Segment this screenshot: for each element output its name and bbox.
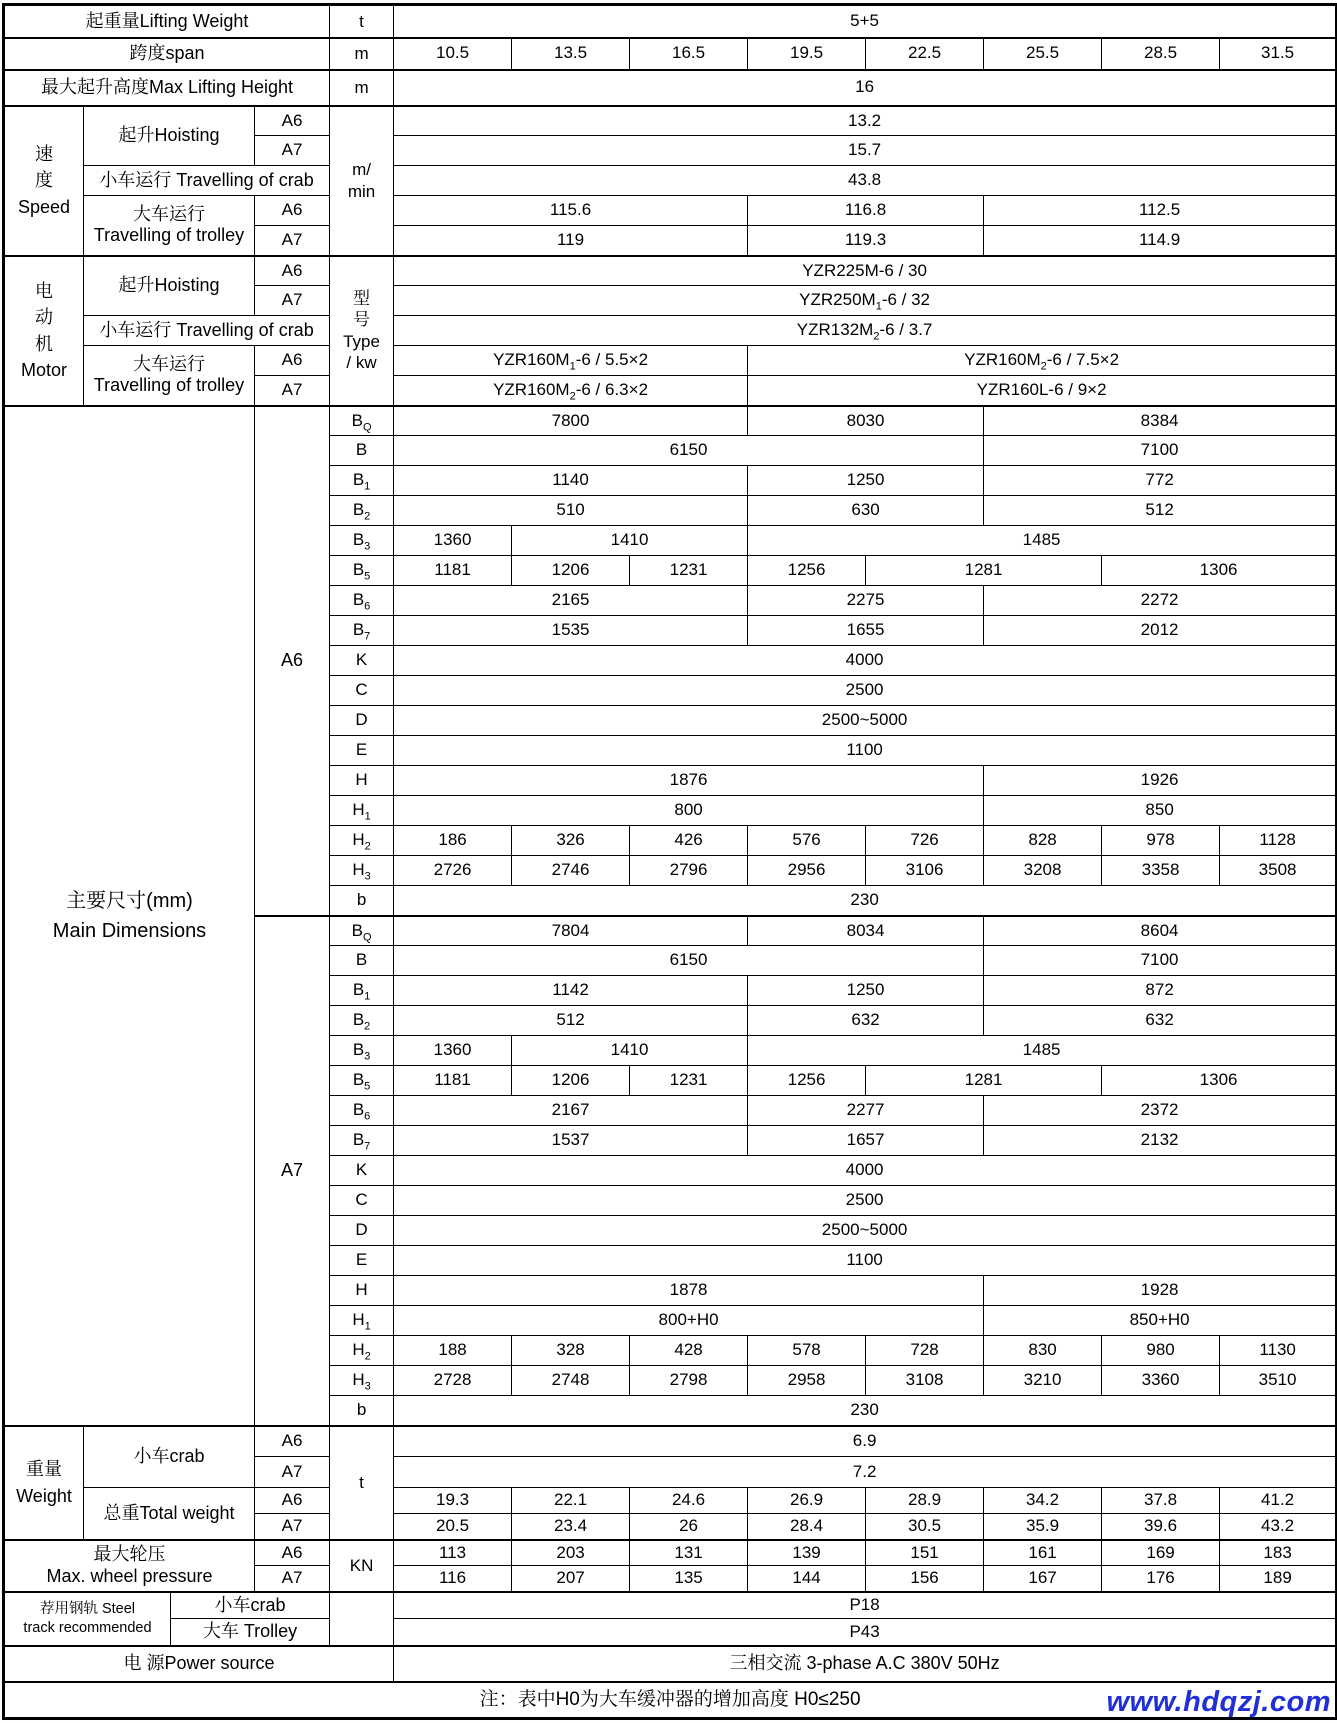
dim-B3: $B_3$ [330, 1036, 394, 1066]
value-dim: 2796 [630, 856, 748, 886]
label-a6: A6 [255, 1540, 330, 1566]
value-dim: 2500 [394, 1186, 1337, 1216]
value-dim: 800+H0 [394, 1306, 984, 1336]
value-dim: 1206 [512, 1066, 630, 1096]
table-row [4, 1488, 1337, 1514]
unit-wheel-pressure: KN [330, 1540, 394, 1592]
dim-B7: $B_7$ [330, 1126, 394, 1156]
value-total-weight: 28.9 [866, 1488, 984, 1514]
value-dim: 3360 [1102, 1366, 1220, 1396]
value-wheel-pressure: 135 [630, 1566, 748, 1592]
label-motor-trolley: 大车运行 Travelling of trolley [84, 346, 255, 406]
label-steel-track: 荐用钢轨 Steel track recommended [4, 1592, 171, 1646]
value-motor-hoisting-a6: YZR225M-6 / 30 [394, 256, 1337, 286]
value-dim: 1130 [1220, 1336, 1337, 1366]
label-max-lifting-height: 最大起升高度Max Lifting Height [4, 70, 330, 106]
value-wheel-pressure: 139 [748, 1540, 866, 1566]
value-dim: 726 [866, 826, 984, 856]
value-dim: 7800 [394, 406, 748, 436]
value-dim: 1878 [394, 1276, 984, 1306]
value-wheel-pressure: 116 [394, 1566, 512, 1592]
dim-B7: $B_7$ [330, 616, 394, 646]
label-a7: A7 [255, 136, 330, 166]
value-dim: 3210 [984, 1366, 1102, 1396]
value-dim: 1360 [394, 1036, 512, 1066]
value-dim: 1281 [866, 556, 1102, 586]
table-row [4, 1592, 1337, 1619]
label-total-weight: 总重Total weight [84, 1488, 255, 1540]
value-wheel-pressure: 161 [984, 1540, 1102, 1566]
value-wheel-pressure: 169 [1102, 1540, 1220, 1566]
value-dim: 850 [984, 796, 1337, 826]
value-total-weight: 26.9 [748, 1488, 866, 1514]
value-dim: 2500~5000 [394, 706, 1337, 736]
dim-B: B [330, 436, 394, 466]
label-track-crab: 小车crab [171, 1592, 330, 1619]
label-crab-weight: 小车crab [84, 1426, 255, 1488]
value-dim: 1537 [394, 1126, 748, 1156]
value-wheel-pressure: 207 [512, 1566, 630, 1592]
spec-table-body [4, 5, 1337, 1719]
value-dim: 1140 [394, 466, 748, 496]
value-dim: 2012 [984, 616, 1337, 646]
unit-speed: m/ min [330, 106, 394, 256]
value-dim: 426 [630, 826, 748, 856]
dim-b: b [330, 1396, 394, 1426]
table-row [4, 256, 1337, 286]
value-dim: 510 [394, 496, 748, 526]
value-dim: 2748 [512, 1366, 630, 1396]
value-dim: 1231 [630, 1066, 748, 1096]
dim-K: K [330, 1156, 394, 1186]
value-dim: 1926 [984, 766, 1337, 796]
value-dim: 512 [984, 496, 1337, 526]
value-total-weight: 37.8 [1102, 1488, 1220, 1514]
table-row [4, 346, 1337, 376]
value-dim: 230 [394, 886, 1337, 916]
value-dim: 2275 [748, 586, 984, 616]
value-dim: 3106 [866, 856, 984, 886]
value-span: 25.5 [984, 38, 1102, 70]
value-dim: 1231 [630, 556, 748, 586]
table-row [4, 196, 1337, 226]
dim-B6: $B_6$ [330, 1096, 394, 1126]
label-main-dimensions: 主要尺寸(mm) Main Dimensions [4, 406, 255, 1426]
value-total-weight: 22.1 [512, 1488, 630, 1514]
value-dim: 1206 [512, 556, 630, 586]
value-total-weight: 41.2 [1220, 1488, 1337, 1514]
table-row [4, 1646, 1337, 1682]
dim-B2: $B_2$ [330, 496, 394, 526]
value-total-weight: 26 [630, 1514, 748, 1540]
value-motor-crab: $YZR132M_2-6 / 3.7$ [394, 316, 1337, 346]
value-dim: 188 [394, 1336, 512, 1366]
dim-C: C [330, 1186, 394, 1216]
label-a7: A7 [255, 286, 330, 316]
value-total-weight: 24.6 [630, 1488, 748, 1514]
value-total-weight: 19.3 [394, 1488, 512, 1514]
value-dim: 1485 [748, 1036, 1337, 1066]
label-a7-block: A7 [255, 916, 330, 1426]
value-trolley-speed: 112.5 [984, 196, 1337, 226]
value-wheel-pressure: 156 [866, 1566, 984, 1592]
label-a7: A7 [255, 1514, 330, 1540]
table-row [4, 70, 1337, 106]
value-trolley-speed: 115.6 [394, 196, 748, 226]
value-dim: 1410 [512, 1036, 748, 1066]
value-motor-hoisting-a7: $YZR250M_1-6 / 32$ [394, 286, 1337, 316]
label-a7: A7 [255, 226, 330, 256]
value-wheel-pressure: 183 [1220, 1540, 1337, 1566]
unit-track [330, 1592, 394, 1646]
dim-D: D [330, 706, 394, 736]
value-dim: 872 [984, 976, 1337, 1006]
dim-B5: $B_5$ [330, 1066, 394, 1096]
value-dim: 2958 [748, 1366, 866, 1396]
value-dim: 8604 [984, 916, 1337, 946]
value-dim: 1876 [394, 766, 984, 796]
table-row [4, 106, 1337, 136]
value-dim: 3108 [866, 1366, 984, 1396]
value-dim: 6150 [394, 436, 984, 466]
value-total-weight: 28.4 [748, 1514, 866, 1540]
table-row [4, 38, 1337, 70]
value-dim: 1181 [394, 556, 512, 586]
label-speed-hoisting: 起升Hoisting [84, 106, 255, 166]
label-weight-section: 重量 Weight [4, 1426, 84, 1540]
dim-H1: $H_1$ [330, 796, 394, 826]
value-dim: 326 [512, 826, 630, 856]
value-dim: 632 [984, 1006, 1337, 1036]
unit-lifting-weight: t [330, 5, 394, 38]
value-power-source: 三相交流 3-phase A.C 380V 50Hz [394, 1646, 1337, 1682]
unit-span: m [330, 38, 394, 70]
value-total-weight: 30.5 [866, 1514, 984, 1540]
unit-motor-type: 型 号 Type / kw [330, 256, 394, 406]
value-dim: 2726 [394, 856, 512, 886]
label-a7: A7 [255, 1457, 330, 1488]
value-dim: 328 [512, 1336, 630, 1366]
dim-H: H [330, 1276, 394, 1306]
value-dim: 1306 [1102, 1066, 1337, 1096]
value-dim: 1655 [748, 616, 984, 646]
value-wheel-pressure: 203 [512, 1540, 630, 1566]
table-row [4, 166, 1337, 196]
value-dim: 1657 [748, 1126, 984, 1156]
value-hoisting-speed-a7: 15.7 [394, 136, 1337, 166]
value-dim: 512 [394, 1006, 748, 1036]
value-dim: 2372 [984, 1096, 1337, 1126]
dim-H2: $H_2$ [330, 1336, 394, 1366]
unit-max-lifting-height: m [330, 70, 394, 106]
label-track-trolley: 大车 Trolley [171, 1619, 330, 1646]
dim-B6: $B_6$ [330, 586, 394, 616]
label-max-wheel-pressure: 最大轮压 Max. wheel pressure [4, 1540, 255, 1592]
value-span: 31.5 [1220, 38, 1337, 70]
value-crab-speed: 43.8 [394, 166, 1337, 196]
label-a6: A6 [255, 256, 330, 286]
value-dim: 1100 [394, 736, 1337, 766]
value-dim: 2746 [512, 856, 630, 886]
label-a6-block: A6 [255, 406, 330, 916]
value-total-weight: 43.2 [1220, 1514, 1337, 1540]
table-row [4, 316, 1337, 346]
value-dim: 1250 [748, 976, 984, 1006]
dim-H3: $H_3$ [330, 1366, 394, 1396]
unit-weight: t [330, 1426, 394, 1540]
dim-H1: $H_1$ [330, 1306, 394, 1336]
table-row [4, 1540, 1337, 1566]
value-total-weight: 39.6 [1102, 1514, 1220, 1540]
label-motor-hoisting: 起升Hoisting [84, 256, 255, 316]
value-dim: 830 [984, 1336, 1102, 1366]
label-a7: A7 [255, 1566, 330, 1592]
dim-B1: $B_1$ [330, 466, 394, 496]
value-lifting-weight: 5+5 [394, 5, 1337, 38]
value-dim: 578 [748, 1336, 866, 1366]
value-dim: 576 [748, 826, 866, 856]
value-wheel-pressure: 176 [1102, 1566, 1220, 1592]
value-dim: 1360 [394, 526, 512, 556]
label-span: 跨度span [4, 38, 330, 70]
value-total-weight: 35.9 [984, 1514, 1102, 1540]
dim-E: E [330, 1246, 394, 1276]
label-a6: A6 [255, 196, 330, 226]
value-dim: 2500~5000 [394, 1216, 1337, 1246]
dim-B1: $B_1$ [330, 976, 394, 1006]
value-total-weight: 23.4 [512, 1514, 630, 1540]
value-dim: 2956 [748, 856, 866, 886]
value-dim: 630 [748, 496, 984, 526]
table-row [4, 406, 1337, 436]
label-power-source: 电 源Power source [4, 1646, 394, 1682]
value-dim: 850+H0 [984, 1306, 1337, 1336]
dim-D: D [330, 1216, 394, 1246]
value-dim: 728 [866, 1336, 984, 1366]
label-a6: A6 [255, 106, 330, 136]
label-lifting-weight: 起重量Lifting Weight [4, 5, 330, 38]
label-a6: A6 [255, 1488, 330, 1514]
value-total-weight: 20.5 [394, 1514, 512, 1540]
label-motor-section: 电 动 机 Motor [4, 256, 84, 406]
label-motor-crab: 小车运行 Travelling of crab [84, 316, 330, 346]
value-crab-weight-a6: 6.9 [394, 1426, 1337, 1457]
value-dim: 428 [630, 1336, 748, 1366]
value-wheel-pressure: 144 [748, 1566, 866, 1592]
value-dim: 1928 [984, 1276, 1337, 1306]
value-dim: 4000 [394, 646, 1337, 676]
value-wheel-pressure: 113 [394, 1540, 512, 1566]
value-span: 13.5 [512, 38, 630, 70]
value-dim: 1306 [1102, 556, 1337, 586]
value-dim: 1410 [512, 526, 748, 556]
value-dim: 2272 [984, 586, 1337, 616]
value-wheel-pressure: 189 [1220, 1566, 1337, 1592]
dim-BQ: $B_Q$ [330, 406, 394, 436]
value-dim: 1142 [394, 976, 748, 1006]
value-wheel-pressure: 167 [984, 1566, 1102, 1592]
value-dim: 3510 [1220, 1366, 1337, 1396]
dim-H3: $H_3$ [330, 856, 394, 886]
value-dim: 2132 [984, 1126, 1337, 1156]
value-total-weight: 34.2 [984, 1488, 1102, 1514]
value-dim: 1256 [748, 1066, 866, 1096]
value-dim: 6150 [394, 946, 984, 976]
value-dim: 1250 [748, 466, 984, 496]
value-dim: 3358 [1102, 856, 1220, 886]
value-dim: 1281 [866, 1066, 1102, 1096]
value-dim: 7804 [394, 916, 748, 946]
value-dim: 2277 [748, 1096, 984, 1126]
value-dim: 7100 [984, 946, 1337, 976]
table-row [4, 1619, 1337, 1646]
value-dim: 1256 [748, 556, 866, 586]
value-trolley-speed: 119 [394, 226, 748, 256]
value-dim: 4000 [394, 1156, 1337, 1186]
dim-b: b [330, 886, 394, 916]
value-dim: 3508 [1220, 856, 1337, 886]
value-span: 10.5 [394, 38, 512, 70]
value-dim: 1128 [1220, 826, 1337, 856]
value-dim: 800 [394, 796, 984, 826]
value-trolley-speed: 114.9 [984, 226, 1337, 256]
label-a6: A6 [255, 1426, 330, 1457]
table-row [4, 1426, 1337, 1457]
dim-C: C [330, 676, 394, 706]
value-hoisting-speed-a6: 13.2 [394, 106, 1337, 136]
value-span: 22.5 [866, 38, 984, 70]
watermark-url: www.hdqzj.com [1106, 1686, 1331, 1718]
value-track-crab: P18 [394, 1592, 1337, 1619]
label-a6: A6 [255, 346, 330, 376]
value-crab-weight-a7: 7.2 [394, 1457, 1337, 1488]
value-span: 16.5 [630, 38, 748, 70]
value-dim: 828 [984, 826, 1102, 856]
value-dim: 1485 [748, 526, 1337, 556]
value-dim: 978 [1102, 826, 1220, 856]
value-track-trolley: P43 [394, 1619, 1337, 1646]
dim-B2: $B_2$ [330, 1006, 394, 1036]
value-wheel-pressure: 131 [630, 1540, 748, 1566]
value-dim: 230 [394, 1396, 1337, 1426]
label-speed-section: 速 度 Speed [4, 106, 84, 256]
value-dim: 8030 [748, 406, 984, 436]
value-dim: 2500 [394, 676, 1337, 706]
value-dim: 1100 [394, 1246, 1337, 1276]
value-motor-trolley: $YZR160M_2-6 / 7.5\times 2$ [748, 346, 1337, 376]
dim-E: E [330, 736, 394, 766]
value-dim: 980 [1102, 1336, 1220, 1366]
value-dim: 2798 [630, 1366, 748, 1396]
dim-K: K [330, 646, 394, 676]
value-dim: 8034 [748, 916, 984, 946]
label-speed-crab: 小车运行 Travelling of crab [84, 166, 330, 196]
value-max-lifting-height: 16 [394, 70, 1337, 106]
value-motor-trolley: YZR160L-6 / 9×2 [748, 376, 1337, 406]
dim-H2: $H_2$ [330, 826, 394, 856]
dim-H: H [330, 766, 394, 796]
value-dim: 2167 [394, 1096, 748, 1126]
spec-table [2, 3, 1337, 1720]
value-motor-trolley: $YZR160M_1-6 / 5.5\times 2$ [394, 346, 748, 376]
dim-BQ: $B_Q$ [330, 916, 394, 946]
value-dim: 1535 [394, 616, 748, 646]
value-dim: 632 [748, 1006, 984, 1036]
value-wheel-pressure: 151 [866, 1540, 984, 1566]
dim-B5: $B_5$ [330, 556, 394, 586]
table-row [4, 5, 1337, 38]
value-dim: 7100 [984, 436, 1337, 466]
value-motor-trolley: $YZR160M_2-6 / 6.3\times 2$ [394, 376, 748, 406]
dim-B: B [330, 946, 394, 976]
value-dim: 2165 [394, 586, 748, 616]
value-span: 28.5 [1102, 38, 1220, 70]
value-dim: 1181 [394, 1066, 512, 1096]
value-dim: 772 [984, 466, 1337, 496]
value-trolley-speed: 119.3 [748, 226, 984, 256]
label-a7: A7 [255, 376, 330, 406]
value-span: 19.5 [748, 38, 866, 70]
value-dim: 3208 [984, 856, 1102, 886]
value-trolley-speed: 116.8 [748, 196, 984, 226]
note-text: 注：表中H0为大车缓冲器的增加高度 H0≤250 [4, 1682, 1337, 1719]
value-dim: 2728 [394, 1366, 512, 1396]
value-dim: 186 [394, 826, 512, 856]
value-dim: 8384 [984, 406, 1337, 436]
label-speed-trolley: 大车运行 Travelling of trolley [84, 196, 255, 256]
dim-B3: $B_3$ [330, 526, 394, 556]
